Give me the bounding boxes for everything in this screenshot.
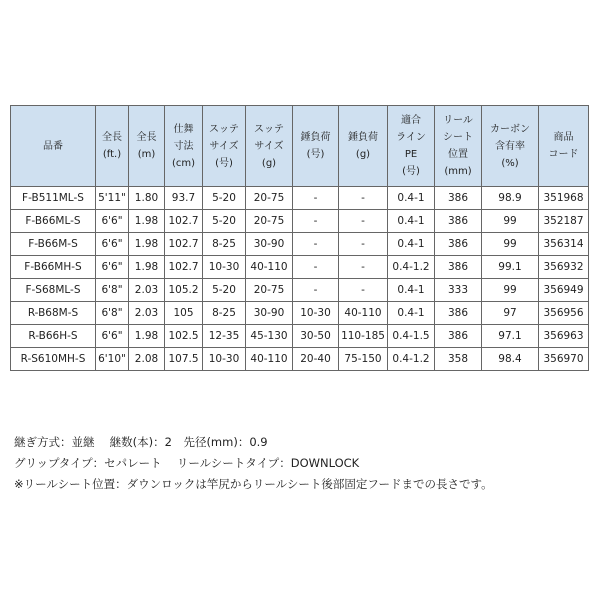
column-header bbox=[165, 106, 203, 187]
table-cell: 8-25 bbox=[203, 233, 246, 256]
column-header-line: ライン bbox=[396, 132, 426, 143]
table-cell: 6'6" bbox=[96, 325, 129, 348]
table-cell: 1.80 bbox=[129, 187, 165, 210]
table-cell: - bbox=[293, 210, 339, 233]
table-cell: 6'6" bbox=[96, 210, 129, 233]
column-header-line: シート bbox=[443, 132, 473, 143]
column-header bbox=[96, 106, 129, 187]
table-cell: 5-20 bbox=[203, 210, 246, 233]
table-cell: 98.9 bbox=[482, 187, 539, 210]
table-cell: 12-35 bbox=[203, 325, 246, 348]
table-cell: 102.5 bbox=[165, 325, 203, 348]
column-header-line: (号) bbox=[215, 157, 233, 169]
column-header-line: コード bbox=[548, 149, 579, 160]
table-cell: 105.2 bbox=[165, 279, 203, 302]
table-cell: 358 bbox=[435, 348, 482, 371]
table-cell: 5-20 bbox=[203, 187, 246, 210]
table-cell: 386 bbox=[435, 187, 482, 210]
table-cell: 20-40 bbox=[293, 348, 339, 371]
table-cell: 107.5 bbox=[165, 348, 203, 371]
column-header-line: (mm) bbox=[444, 166, 472, 177]
table-cell: 99 bbox=[482, 210, 539, 233]
table-cell: 0.4-1.2 bbox=[388, 256, 435, 279]
column-header bbox=[388, 106, 435, 187]
table-cell: 110-185 bbox=[339, 325, 388, 348]
table-cell: 1.98 bbox=[129, 325, 165, 348]
table-cell: 97.1 bbox=[482, 325, 539, 348]
table-row bbox=[11, 256, 589, 279]
table-cell: 20-75 bbox=[246, 187, 293, 210]
table-row bbox=[11, 210, 589, 233]
table-cell: 30-90 bbox=[246, 302, 293, 325]
table-cell: 99 bbox=[482, 233, 539, 256]
table-row bbox=[11, 325, 589, 348]
model-cell: F-B511ML-S bbox=[11, 187, 96, 210]
note-line: グリップタイプ：セパレート リールシートタイプ：DOWNLOCK bbox=[14, 456, 360, 470]
table-cell: 0.4-1 bbox=[388, 279, 435, 302]
table-cell: 99 bbox=[482, 279, 539, 302]
column-header-line: 商品 bbox=[553, 132, 574, 143]
column-header-line: スッテ bbox=[254, 123, 284, 135]
table-cell: 6'10" bbox=[96, 348, 129, 371]
table-cell: 97 bbox=[482, 302, 539, 325]
table-cell: 5'11" bbox=[96, 187, 129, 210]
table-cell: 6'6" bbox=[96, 233, 129, 256]
table-cell: 356956 bbox=[539, 302, 589, 325]
column-header bbox=[539, 106, 589, 187]
table-cell: 30-90 bbox=[246, 233, 293, 256]
table-cell: 75-150 bbox=[339, 348, 388, 371]
table-cell: 0.4-1.2 bbox=[388, 348, 435, 371]
model-cell: R-S610MH-S bbox=[11, 348, 96, 371]
model-cell: F-B66MH-S bbox=[11, 256, 96, 279]
table-cell: 333 bbox=[435, 279, 482, 302]
column-header-line: (%) bbox=[501, 157, 519, 169]
table-row bbox=[11, 302, 589, 325]
table-cell: 40-110 bbox=[339, 302, 388, 325]
column-header-line: 品番 bbox=[43, 140, 63, 152]
table-cell: - bbox=[339, 279, 388, 302]
column-header bbox=[203, 106, 246, 187]
table-cell: 102.7 bbox=[165, 210, 203, 233]
table-cell: 20-75 bbox=[246, 279, 293, 302]
column-header-line: 寸法 bbox=[173, 140, 194, 152]
table-cell: 10-30 bbox=[203, 256, 246, 279]
table-cell: - bbox=[339, 210, 388, 233]
table-cell: 356963 bbox=[539, 325, 589, 348]
table-cell: 98.4 bbox=[482, 348, 539, 371]
table-cell: 0.4-1 bbox=[388, 233, 435, 256]
table-cell: 0.4-1.5 bbox=[388, 325, 435, 348]
column-header-line: 適合 bbox=[401, 115, 421, 126]
column-header-line: (cm) bbox=[171, 157, 196, 169]
table-cell: 2.03 bbox=[129, 302, 165, 325]
table-row bbox=[11, 279, 589, 302]
column-header-line: PE bbox=[404, 149, 418, 160]
column-header-line: リール bbox=[443, 115, 473, 126]
table-cell: 105 bbox=[165, 302, 203, 325]
column-header-line: (g) bbox=[261, 157, 277, 169]
table-cell: 30-50 bbox=[293, 325, 339, 348]
table-cell: 102.7 bbox=[165, 256, 203, 279]
table-cell: 0.4-1 bbox=[388, 187, 435, 210]
table-cell: 351968 bbox=[539, 187, 589, 210]
column-header-line: (g) bbox=[355, 149, 371, 160]
table-cell: 386 bbox=[435, 302, 482, 325]
table-cell: 93.7 bbox=[165, 187, 203, 210]
table-cell: - bbox=[339, 233, 388, 256]
note-line: 継ぎ方式：並継 継数(本)：2 先径(mm)：0.9 bbox=[14, 435, 268, 449]
table-cell: 5-20 bbox=[203, 279, 246, 302]
table-cell: - bbox=[293, 256, 339, 279]
table-cell: 40-110 bbox=[246, 256, 293, 279]
table-row bbox=[11, 233, 589, 256]
model-cell: R-B66H-S bbox=[11, 325, 96, 348]
spec-table bbox=[10, 105, 589, 371]
table-cell: 356932 bbox=[539, 256, 589, 279]
model-cell: F-B66ML-S bbox=[11, 210, 96, 233]
column-header bbox=[293, 106, 339, 187]
column-header bbox=[435, 106, 482, 187]
table-header-row bbox=[11, 106, 589, 187]
column-header bbox=[482, 106, 539, 187]
column-header-line: (m) bbox=[137, 149, 156, 160]
table-cell: 6'8" bbox=[96, 279, 129, 302]
table-cell: 352187 bbox=[539, 210, 589, 233]
table-cell: 386 bbox=[435, 325, 482, 348]
table-row bbox=[11, 187, 589, 210]
table-cell: 6'6" bbox=[96, 256, 129, 279]
column-header-line: (ft.) bbox=[102, 149, 122, 160]
column-header-line: カーボン bbox=[490, 123, 530, 135]
table-cell: - bbox=[339, 256, 388, 279]
table-row bbox=[11, 348, 589, 371]
spec-notes bbox=[14, 432, 589, 495]
table-cell: 356970 bbox=[539, 348, 589, 371]
table-cell: 2.08 bbox=[129, 348, 165, 371]
table-cell: 356949 bbox=[539, 279, 589, 302]
table-cell: - bbox=[293, 187, 339, 210]
table-cell: 20-75 bbox=[246, 210, 293, 233]
column-header-line: 錘負荷 bbox=[300, 132, 331, 143]
table-cell: 6'8" bbox=[96, 302, 129, 325]
table-cell: 1.98 bbox=[129, 256, 165, 279]
column-header-line: スッテ bbox=[209, 123, 239, 135]
table-cell: 1.98 bbox=[129, 233, 165, 256]
table-cell: 386 bbox=[435, 210, 482, 233]
table-cell: - bbox=[293, 279, 339, 302]
column-header bbox=[11, 106, 96, 187]
table-cell: 10-30 bbox=[203, 348, 246, 371]
column-header-line: サイズ bbox=[254, 140, 284, 152]
model-cell: F-B66M-S bbox=[11, 233, 96, 256]
table-cell: 45-130 bbox=[246, 325, 293, 348]
table-cell: 40-110 bbox=[246, 348, 293, 371]
column-header bbox=[246, 106, 293, 187]
column-header-line: 全長 bbox=[102, 132, 122, 143]
column-header bbox=[129, 106, 165, 187]
model-cell: F-S68ML-S bbox=[11, 279, 96, 302]
column-header bbox=[339, 106, 388, 187]
table-cell: 1.98 bbox=[129, 210, 165, 233]
column-header-line: 錘負荷 bbox=[348, 132, 378, 143]
column-header-line: 位置 bbox=[448, 149, 468, 160]
table-cell: 386 bbox=[435, 233, 482, 256]
table-cell: 10-30 bbox=[293, 302, 339, 325]
table-cell: - bbox=[293, 233, 339, 256]
column-header-line: (号) bbox=[306, 149, 325, 160]
column-header-line: (号) bbox=[402, 166, 420, 177]
table-cell: 8-25 bbox=[203, 302, 246, 325]
table-cell: 356314 bbox=[539, 233, 589, 256]
note-line: ※リールシート位置：ダウンロックは竿尻からリールシート後部固定フードまでの長さです。 bbox=[14, 477, 493, 491]
column-header-line: 全長 bbox=[136, 132, 157, 143]
table-cell: 0.4-1 bbox=[388, 302, 435, 325]
column-header-line: 仕舞 bbox=[173, 123, 194, 135]
table-cell: - bbox=[339, 187, 388, 210]
table-cell: 99.1 bbox=[482, 256, 539, 279]
table-cell: 2.03 bbox=[129, 279, 165, 302]
column-header-line: 含有率 bbox=[495, 140, 525, 152]
model-cell: R-B68M-S bbox=[11, 302, 96, 325]
table-cell: 102.7 bbox=[165, 233, 203, 256]
table-cell: 386 bbox=[435, 256, 482, 279]
column-header-line: サイズ bbox=[209, 140, 239, 152]
table-cell: 0.4-1 bbox=[388, 210, 435, 233]
